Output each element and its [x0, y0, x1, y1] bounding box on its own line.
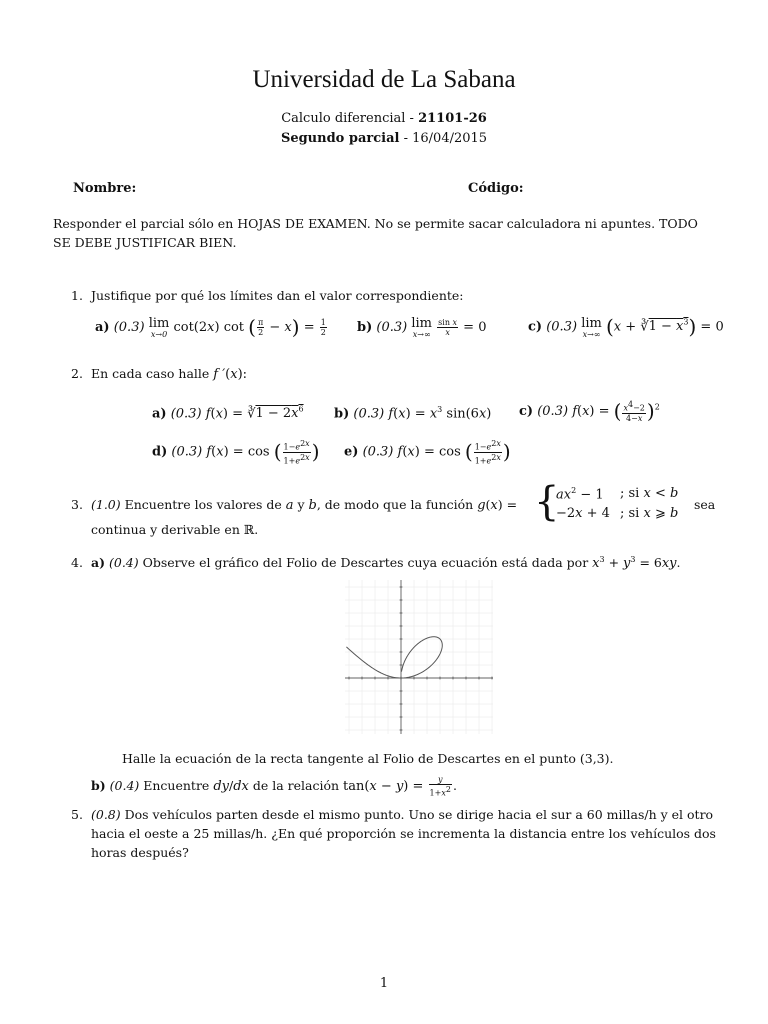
course-code: 21101-26: [418, 111, 487, 126]
q4a-line: a) (0.4) Observe el gráfico del Folio de Descartes cuya ecuación está dada por $x^3 + y^3 = 6xy$.: [91, 555, 681, 572]
q1-a-label: a): [95, 320, 110, 335]
instructions-line-1: Responder el parcial sólo en HOJAS DE EXAMEN. No se permite sacar calculadora ni apuntes. TODO: [53, 216, 698, 231]
university-title: Universidad de La Sabana: [252, 66, 516, 93]
q4a-follow: Halle la ecuación de la recta tangente al Folio de Descartes en el punto (3,3).: [122, 751, 614, 766]
q1-c-label: c): [528, 319, 543, 335]
q5-line-3: horas después?: [91, 845, 189, 860]
folium-graph: [343, 578, 495, 736]
q4a-text: Observe el gráfico del Folio de Descartes cuya ecuación está dada por: [138, 555, 593, 571]
q1-part-a: a) (0.3) lim x→0 cot(2x) cot ( $\frac{\pi}{2}$ − x) = $\frac{1}{2}$: [95, 315, 326, 339]
q3-number: 3.: [71, 497, 83, 512]
q5-line-1: (0.8) Dos vehículos parten desde el mismo punto. Uno se dirige hacia el sur a 60 millas/h y el otro: [91, 807, 714, 822]
codigo-label: Código:: [468, 181, 524, 196]
q3-sea: sea: [694, 497, 716, 512]
q2-a-points: (0.3): [170, 406, 202, 422]
q2-text: En cada caso halle: [91, 366, 214, 381]
q1-number: 1.: [71, 288, 83, 303]
q4b-points: (0.4): [109, 777, 140, 793]
q2-b-label: b): [334, 406, 350, 422]
exam-name: Segundo parcial: [280, 131, 400, 146]
q4b-label: b): [91, 777, 106, 793]
q3-case-1: $ax^2 - 1$: [556, 486, 604, 503]
q1-b-points: (0.3): [376, 320, 408, 335]
exam-date: - 16/04/2015: [399, 131, 488, 146]
q2-e-label: e): [344, 444, 359, 460]
q2-c-label: c): [519, 403, 534, 419]
nombre-label: Nombre:: [73, 181, 137, 196]
q1-c-points: (0.3): [546, 319, 578, 335]
q2-d-points: (0.3): [171, 444, 203, 460]
q2-part-d: d) (0.3) f(x) = cos ( $\frac{1-e^{2x}}{1+e^{2x}}$ ): [152, 439, 320, 466]
q5-line-2: hacia el oeste a 25 millas/h. ¿En qué proporción se incrementa la distancia entre los vehículos dos: [91, 826, 716, 841]
q3-case-2: −2x + 4: [556, 506, 610, 521]
q3-text-part1: Encuentre los valores de: [120, 497, 286, 512]
instructions-line-2: SE DEBE JUSTIFICAR BIEN.: [53, 235, 237, 250]
q3-text-part2: , de modo que la función: [316, 497, 478, 512]
q1-part-b: b) (0.3) lim x→∞ $\frac{\text{sin x}}{x}$ = 0: [357, 316, 487, 339]
q2-part-a: a) (0.3) f(x) = ∛1 − $2x^6$: [152, 405, 304, 422]
q5-points: (0.8): [91, 807, 121, 822]
q2-part-e: e) (0.3) f(x) = cos ( $\frac{1-e^{2x}}{1+e^{2x}}$ ): [344, 439, 511, 466]
q3-brace: {: [534, 479, 560, 525]
graph-grid: [345, 580, 493, 734]
page-number: 1: [379, 976, 389, 991]
q2-number: 2.: [71, 366, 83, 381]
q4b-text2: de la relación: [248, 777, 343, 793]
q3-points: (1.0): [91, 497, 121, 512]
axis-ticks: [349, 587, 492, 730]
q2-part-b: b) (0.3) $f(x) = x^3$ sin(6x): [334, 405, 492, 422]
q2-a-label: a): [152, 406, 167, 422]
q2-e-points: (0.3): [362, 444, 394, 460]
q2-part-c: c) (0.3) f(x) = ( $\frac{x^4-2}{4-x}$ )$^2$: [519, 398, 660, 423]
q2-text-line: En cada caso halle f ′(x):: [91, 366, 248, 382]
q4a-points: (0.4): [109, 555, 139, 571]
q1-text: Justifique por qué los límites dan el valor correspondiente:: [91, 288, 464, 303]
q4b-text: Encuentre: [139, 777, 214, 793]
q1-part-c: c) (0.3) lim x→∞ (x + ∛1 − $x^3) = 0$: [528, 314, 724, 339]
q2-c-points: (0.3): [537, 403, 569, 419]
q5-number: 5.: [71, 807, 83, 822]
q3-text-line: (1.0) Encuentre los valores de a y b, de modo que la función g(x) =: [91, 497, 518, 513]
q4a-label: a): [91, 555, 106, 571]
course-prefix: Calculo diferencial -: [281, 111, 419, 126]
exam-line: [0, 131, 768, 146]
q2-d-label: d): [152, 444, 168, 460]
q3-case-1-cond: ; si x < b: [620, 486, 679, 501]
q3-line-2: continua y derivable en ℝ.: [91, 522, 259, 537]
course-line: [0, 111, 768, 126]
q4-number: 4.: [71, 555, 83, 570]
q1-a-points: (0.3): [113, 320, 145, 335]
q3-case-2-cond: ; si x ⩾ b: [620, 506, 679, 521]
q4b-line: b) (0.4) Encuentre dy/dx de la relación tan(x − y) = $\frac{y}{1+x^2}$ .: [91, 775, 457, 798]
q1-b-label: b): [357, 320, 373, 335]
q2-b-points: (0.3): [353, 406, 385, 422]
folium-curve: [346, 637, 442, 678]
